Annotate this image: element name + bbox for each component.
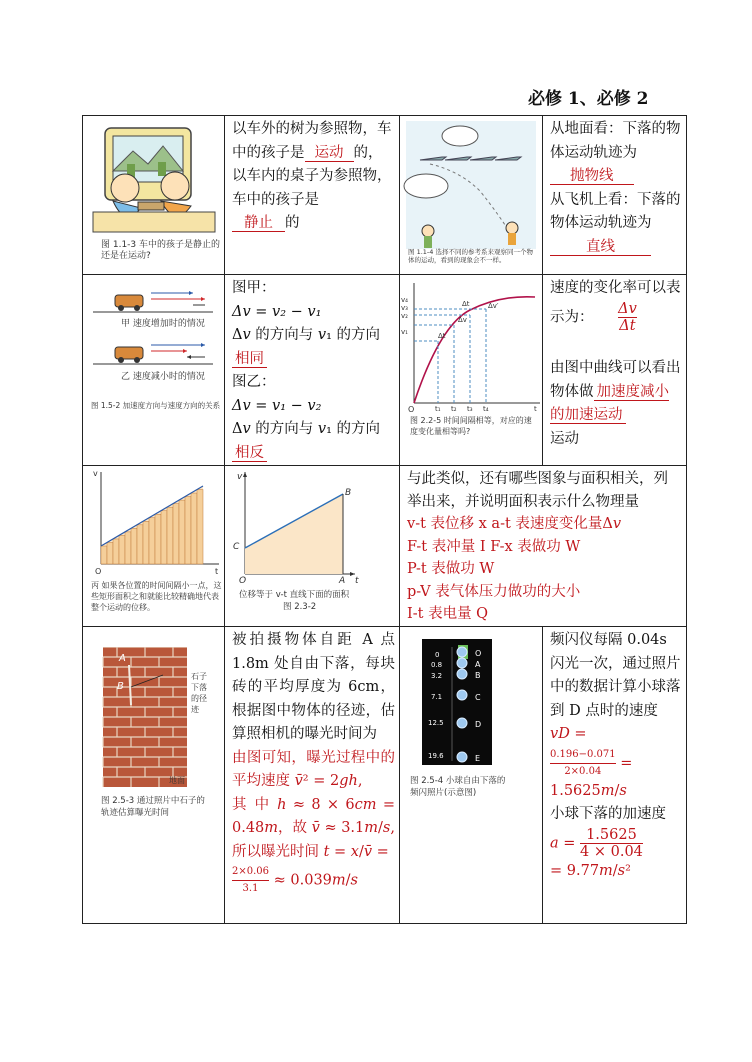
row-graph-area [83,466,687,627]
exposure-num: 2×0.06 [232,864,269,881]
dir-b: Δ𝑣 的方向与 𝑣₁ 的方向 [232,421,380,437]
area-strip [101,546,107,564]
acc-result: = 9.77𝑚/𝑠² [550,862,631,879]
flash-val-0: 0 [435,651,440,659]
acc-den: 4 × 0.04 [580,843,643,860]
area-intro: 与此类似，还有哪些图象与面积相关，列举出来，并说明面积表示什么物理量 [407,471,668,510]
strobe-ball [457,647,467,657]
area-strip [149,518,155,564]
cell-plane-figure [400,116,543,275]
car-b-label: 乙 速度减小时的情况 [121,372,205,382]
lin-label-o: O [239,576,247,586]
area-strip [161,511,167,564]
vd-lhs: 𝑣𝐷 = [550,726,587,742]
exposure-question: 被拍摄物体自距 A 点 1.8m 处自由下落，每块砖的平均厚度为 6cm，根据图中物体的径迹，估算照相机的曝光时间为 [232,632,395,742]
label-dt-1: Δt [462,300,470,308]
acc-num: 1.5625 [580,827,643,844]
label-v4: v₄ [401,296,408,304]
brick-figure-caption: 图 2.5-3 通过照片中石子的轨迹估算曝光时间 [101,796,205,818]
label-dt-2: Δt [438,332,446,340]
traj-text-e: 从飞机上看：下落的物体运动轨迹为 [550,191,681,231]
lin-label-c: C [233,542,240,552]
label-t4: t₄ [483,405,489,413]
fig-b-label: 图乙： [232,374,276,390]
area-strip [137,525,143,564]
label-dv-prime: Δv′ [488,302,499,310]
vt-curve-graph [400,275,543,425]
label-v2: v₂ [401,312,408,320]
cell-reference-text [225,116,400,275]
cell-trajectory-text [543,116,687,275]
content-table [82,115,687,924]
answer-opposite: 相反 [232,445,267,462]
row-free-fall [83,627,687,924]
car-a-label: 甲 速度增加时的情况 [121,319,205,329]
brick-label-a: A [119,653,126,664]
label-t3: t₃ [467,405,473,413]
fig-a-label: 图甲： [232,280,276,296]
strobe-ball [457,658,467,668]
traj-text-d: 从地面看：下落的物体运动轨迹为 [550,121,681,161]
label-v1: v₁ [401,328,408,336]
lin-label-t: t [355,576,359,586]
area-strip [179,500,185,564]
label-v3: v₃ [401,304,408,312]
flash-letter-e: E [475,754,481,763]
kids-figure-caption: 图 1.1-3 车中的孩子是静止的还是在运动? [101,240,221,261]
area-strip [185,497,191,564]
vd-num: 0.196−0.071 [550,747,616,764]
cell-vt-curve-figure [400,275,543,466]
vd-fraction [550,747,616,780]
car-figure-caption: 图 1.5-2 加速度方向与速度方向的关系 [91,401,221,410]
motion-suffix: 运动 [550,430,579,447]
exposure-result: ≈ 0.039𝑚/𝑠 [273,872,358,889]
flash-val-2: 3.2 [431,672,443,680]
cell-exposure-text [225,627,400,924]
linear-figure-number: 图 2.3-2 [283,602,317,612]
cell-linear-area-figure [225,466,400,627]
label-t2: t₂ [451,405,457,413]
flash-letter-c: C [475,693,481,702]
step-label-t: t [215,567,219,576]
flash-letter-a: A [475,660,481,669]
flash-val-5: 19.6 [428,752,444,760]
cell-kids-figure [83,116,225,275]
answer-same: 相同 [232,351,267,368]
flash-question: 频闪仪每隔 0.04s 闪光一次，通过照片中的数据计算小球落到 D 点时的速度 [550,632,681,719]
flash-val-4: 12.5 [428,719,444,727]
area-strip [173,504,179,564]
kids-in-car-illustration [83,116,225,241]
row-velocity-change [83,275,687,466]
step-label-o: O [95,567,102,576]
linear-area-graph [225,466,400,596]
area-item-1: v-t 表位移 x a-t 表速度变化量Δ𝑣 [407,516,622,532]
area-strip [113,539,119,564]
answer-straight-line: 直线 [550,239,651,256]
page-header: 必修 1、必修 2 [528,89,649,109]
eq-b: Δ𝑣 = 𝑣₁ − 𝑣₂ [232,397,322,414]
strobe-ball [457,718,467,728]
lin-label-a: A [339,576,346,586]
trajectory-label: 石子下落的径迹 [191,672,207,714]
flash-letter-d: D [475,720,482,729]
strobe-photo [400,635,543,770]
step-area-graph [83,466,225,586]
linear-figure-caption: 位移等于 v-t 直线下面的面积 [239,590,350,600]
cell-area-meaning [400,466,687,627]
eq-a: Δ𝑣 = 𝑣₂ − 𝑣₁ [232,303,322,320]
rate-fraction [618,301,637,334]
area-item-3: P-t 表做功 W [407,561,495,577]
flash-val-3: 7.1 [431,693,443,701]
cell-brick-figure [83,627,225,924]
answer-static: 静止 [232,215,285,232]
area-strip [125,532,131,564]
row-reference-frame [83,116,687,275]
cell-delta-v-text [225,275,400,466]
label-t1: t₁ [435,405,441,413]
strobe-ball [457,752,467,762]
step-label-v: v [93,469,98,478]
area-strip [119,535,125,564]
plane-figure-caption: 图 1.1-4 选择不同的参考系来观察同一个物体的运动，看到的现象会不一样。 [408,248,533,264]
label-dv: Δv [458,316,467,324]
dir-a: Δ𝑣 的方向与 𝑣₁ 的方向 [232,327,380,343]
exposure-step-1: 由图可知，曝光过程中的平均速度 𝑣̄² = 2𝑔ℎ, [232,749,395,789]
ground-label: 地面 [169,776,185,785]
area-strip [197,490,203,564]
ref-text-c: 的 [285,215,300,231]
vd-result: 1.5625𝑚/𝑠 [550,782,627,799]
brick-label-b: B [117,681,124,692]
cell-car-figure [83,275,225,466]
curve-text: 由图中曲线可以看出物体做 [550,360,681,400]
vd-equals: = [620,755,633,771]
area-item-2: F-t 表冲量 I F-x 表做功 W [407,538,581,555]
acc-fraction [580,827,643,860]
area-strip [167,507,173,564]
lin-label-b: B [345,488,352,498]
exposure-fraction [232,864,269,897]
flash-val-1: 0.8 [431,661,443,669]
label-t: t [534,405,537,413]
answer-parabola: 抛物线 [550,168,634,185]
car-b [93,343,213,364]
area-strip [143,521,149,564]
cell-flash-figure [400,627,543,924]
plane-drop-illustration [400,116,543,251]
cell-step-area-figure [83,466,225,627]
step-figure-caption: 丙 如果各位置的时间间隔小一点，这些矩形面积之和就能比较精确地代表整个运动的位移。 [91,581,222,612]
lin-label-v: v [237,472,243,482]
flash-figure-caption: 图 2.5-4 小球自由下落的频闪照片(示意图) [410,776,506,798]
acc-question: 小球下落的加速度 [550,806,666,822]
vd-den: 2×0.04 [564,765,602,777]
area-strip [131,528,137,564]
acc-lhs: 𝑎 = [550,835,576,851]
exposure-step-3: 所以曝光时间 𝑡 = 𝑥/𝑣̄ = [232,843,389,860]
area-item-4: p-V 表气体压力做功的大小 [407,583,581,600]
rate-intro: 速度的变化率可以表示为： [550,280,681,325]
vt-graph-caption: 图 2.2-5 时间间隔相等，对应的速度变化量相等吗? [410,416,532,436]
exposure-step-2: 其 中 ℎ ≈ 8 × 6𝑐𝑚 = 0.48𝑚，故 𝑣̄ ≈ 3.1𝑚/𝑠, [232,796,395,836]
rate-den: Δ𝑡 [619,317,636,334]
cell-flash-calc [543,627,687,924]
flash-letter-o: O [475,649,482,658]
answer-decreasing-acc: 加速度减小的加速运动 [550,383,669,423]
rate-num: Δ𝑣 [618,300,637,317]
strobe-ball [457,669,467,679]
label-origin: O [408,405,415,414]
car-a [93,291,213,312]
ref-text-a: 以车外的树为参照物，车中的孩子是 [232,121,392,161]
exposure-den: 3.1 [242,883,259,894]
ref-text-b: 的，以车内的桌子为参照物，车中的孩子是 [232,144,392,208]
cell-rate-text [543,275,687,466]
area-strip [155,514,161,564]
flash-letter-b: B [475,671,481,680]
strobe-ball [457,690,467,700]
area-strip [107,542,113,564]
area-strip [191,493,197,564]
answer-moving: 运动 [305,145,354,162]
area-item-5: I-t 表电量 Q [407,606,489,622]
